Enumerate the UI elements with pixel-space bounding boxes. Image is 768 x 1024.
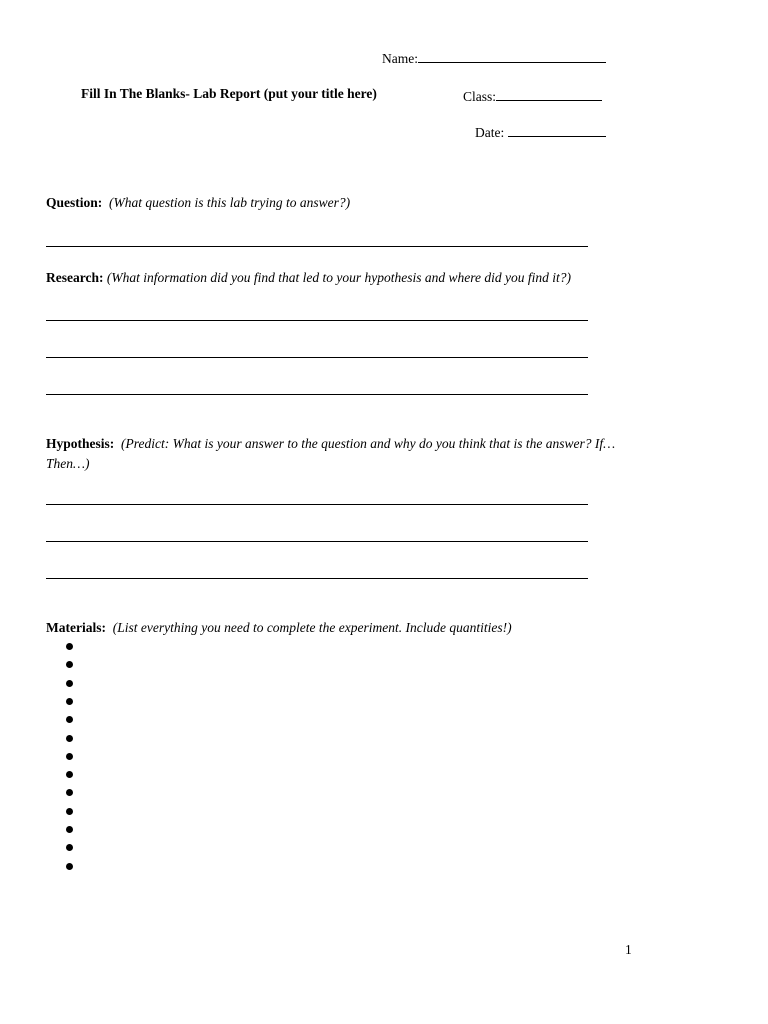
materials-bullet[interactable]	[66, 863, 73, 870]
materials-prompt: (List everything you need to complete the experiment. Include quantities!)	[112, 620, 512, 635]
question-label: Question:	[46, 195, 103, 210]
question-heading	[46, 195, 350, 211]
hypothesis-answer-line[interactable]	[46, 504, 588, 505]
hypothesis-label: Hypothesis:	[46, 436, 115, 451]
research-heading	[46, 270, 571, 286]
research-answer-line[interactable]	[46, 394, 588, 395]
materials-bullet[interactable]	[66, 826, 73, 833]
date-blank[interactable]	[508, 122, 606, 137]
question-answer-line[interactable]	[46, 246, 588, 247]
date-label: Date:	[475, 125, 505, 140]
research-answer-line[interactable]	[46, 320, 588, 321]
materials-bullet[interactable]	[66, 735, 73, 742]
materials-bullet[interactable]	[66, 698, 73, 705]
materials-heading	[46, 620, 512, 636]
research-label: Research:	[46, 270, 104, 285]
page-title: Fill In The Blanks- Lab Report (put your title here)	[81, 86, 377, 101]
hypothesis-answer-line[interactable]	[46, 541, 588, 542]
materials-bullet[interactable]	[66, 771, 73, 778]
materials-bullet[interactable]	[66, 661, 73, 668]
hypothesis-answer-line[interactable]	[46, 578, 588, 579]
materials-bullet[interactable]	[66, 716, 73, 723]
page-number: 1	[625, 942, 632, 957]
class-label: Class:	[463, 89, 497, 104]
research-answer-line[interactable]	[46, 357, 588, 358]
research-prompt: (What information did you find that led to your hypothesis and where did you find it?)	[106, 270, 571, 285]
name-blank[interactable]	[418, 48, 606, 63]
question-prompt: (What question is this lab trying to answer?)	[109, 195, 351, 210]
materials-bullet[interactable]	[66, 789, 73, 796]
class-field	[463, 86, 602, 105]
date-field	[475, 122, 606, 141]
materials-bullet[interactable]	[66, 753, 73, 760]
materials-bullet[interactable]	[66, 808, 73, 815]
class-blank[interactable]	[496, 86, 602, 101]
materials-bullet[interactable]	[66, 844, 73, 851]
hypothesis-prompt: (Predict: What is your answer to the question and why do you think that is the answer? If…Then…)	[46, 436, 616, 471]
name-field	[382, 48, 606, 67]
materials-label: Materials:	[46, 620, 106, 635]
hypothesis-heading	[46, 434, 626, 474]
materials-bullet[interactable]	[66, 643, 73, 650]
materials-bullet[interactable]	[66, 680, 73, 687]
name-label: Name:	[382, 51, 418, 66]
